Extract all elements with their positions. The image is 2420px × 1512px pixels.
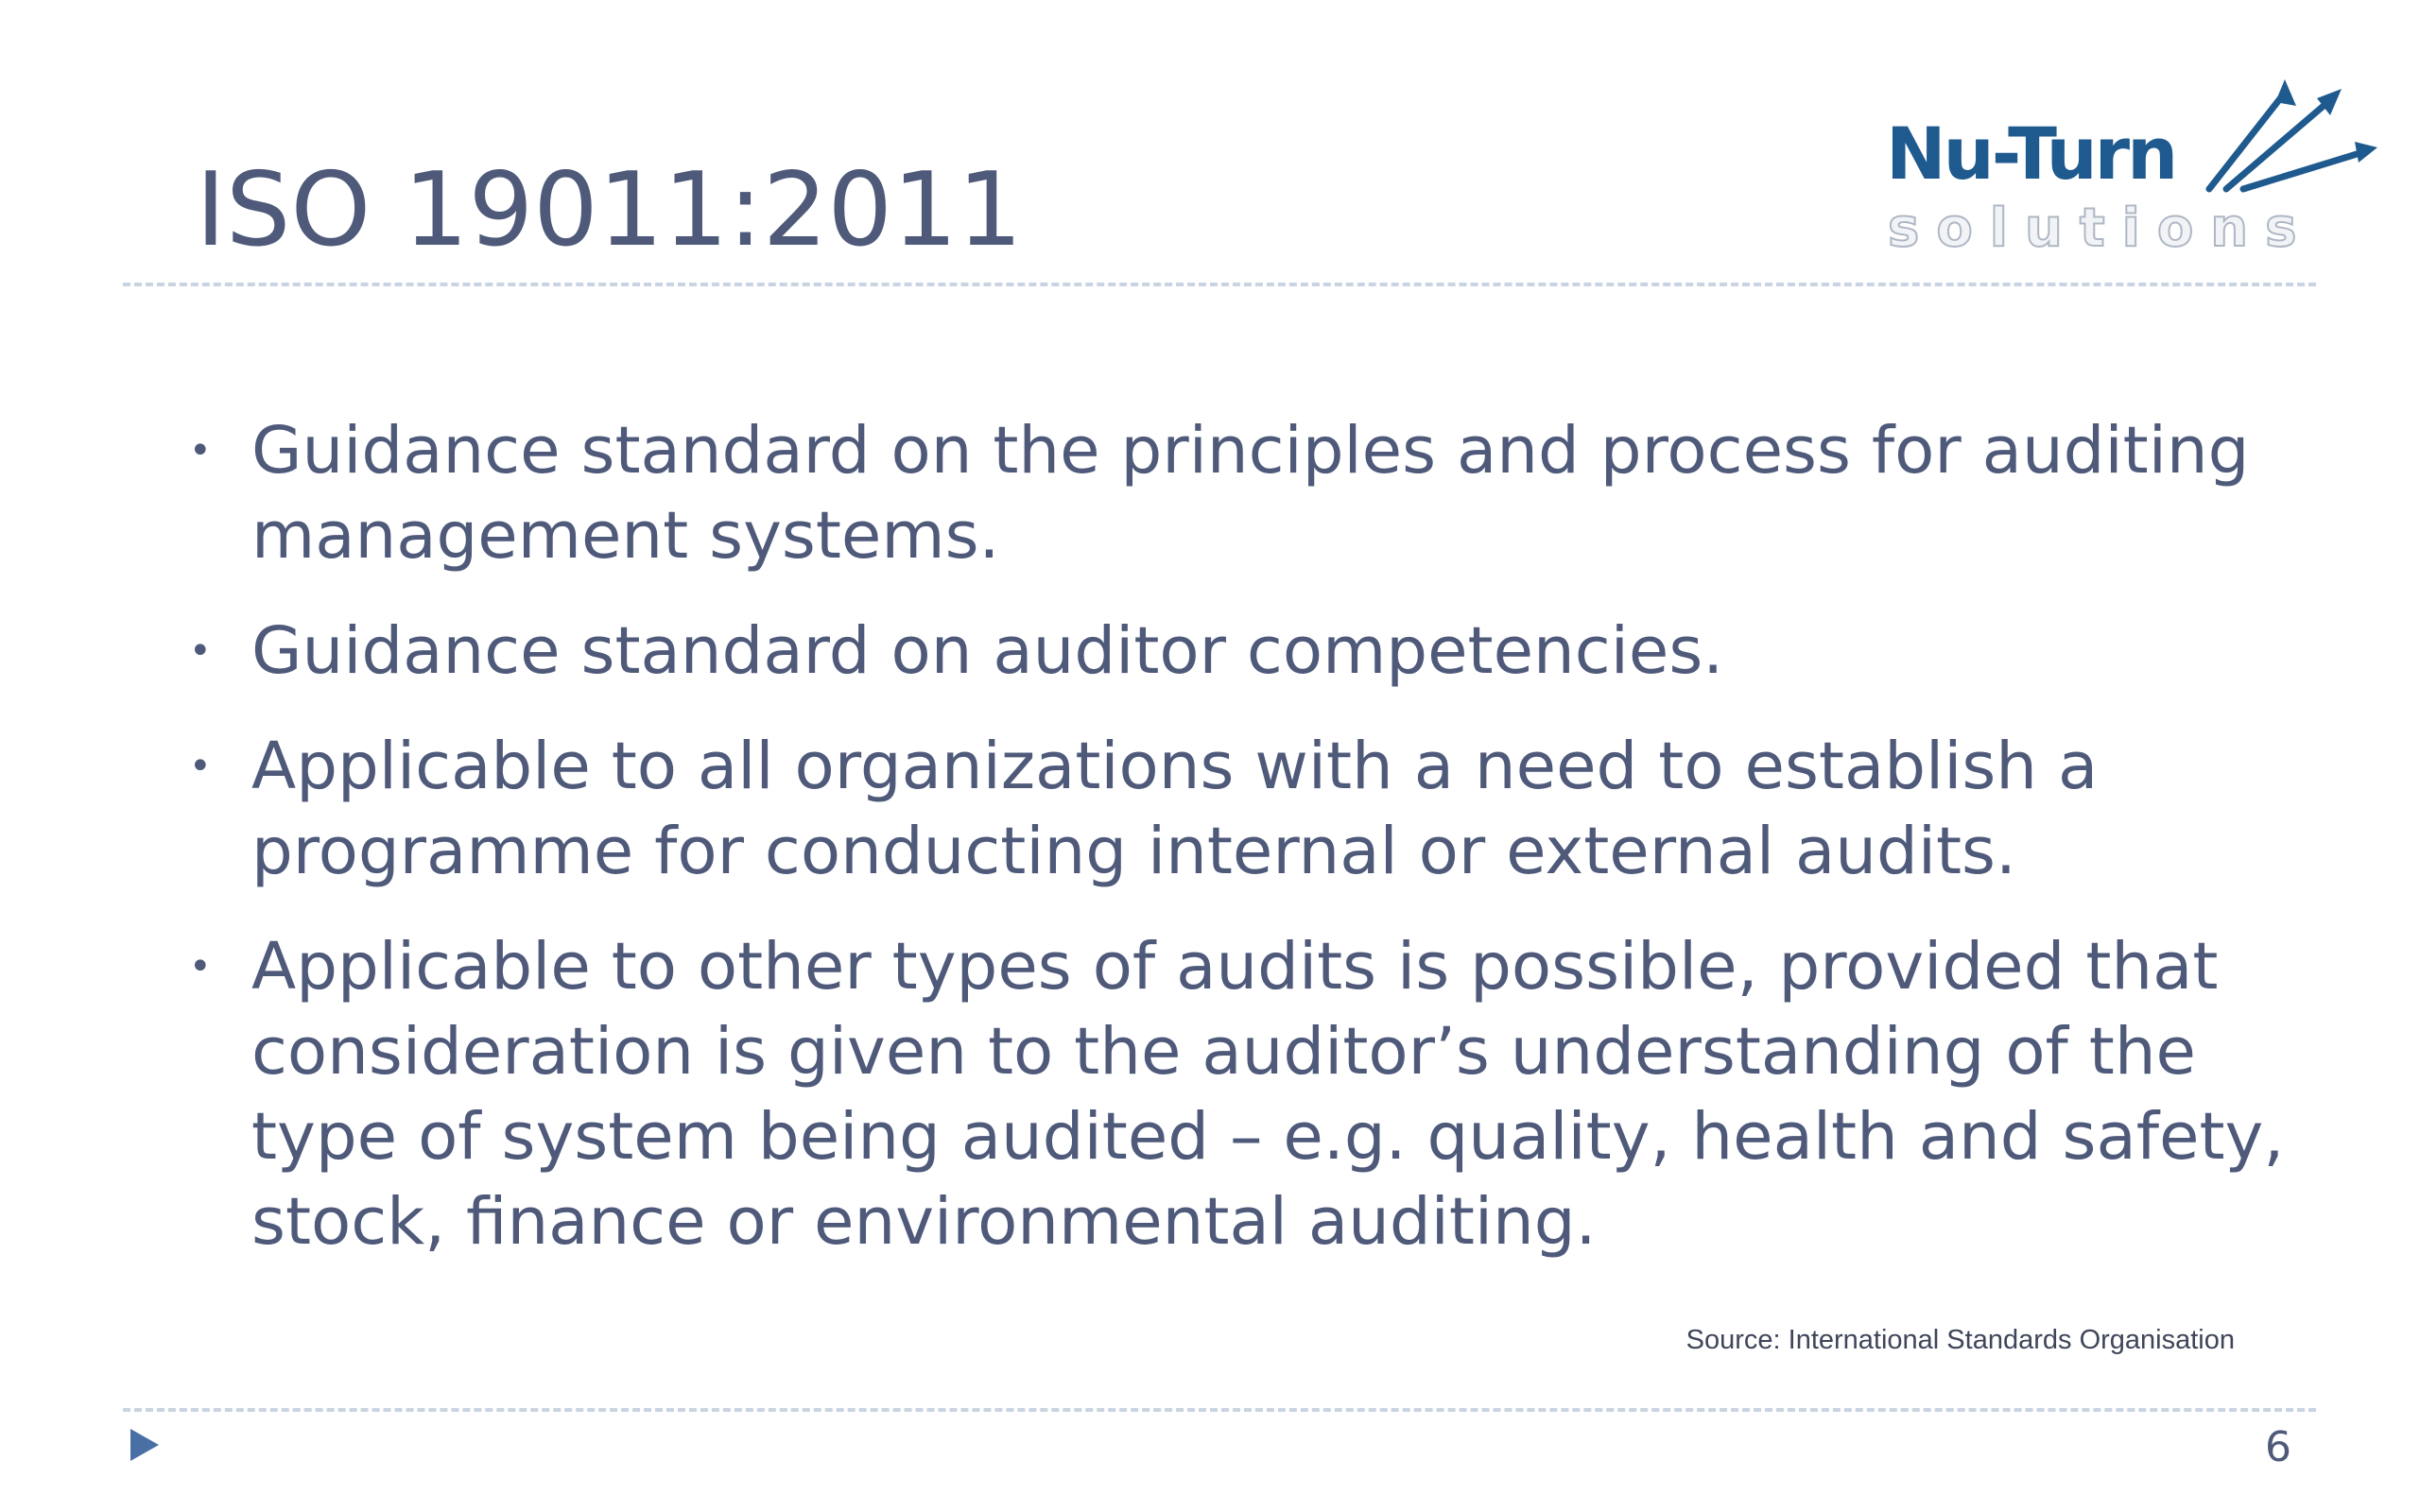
bullet-marker: • <box>189 745 212 788</box>
bullet-text: Applicable to other types of audits is possible, provided that consideration is given to the auditor’s understanding of the type of system being audited – e.g. quality, health and safety, stock, finance or environmental auditing. <box>251 929 2285 1260</box>
logo-name: Nu-Turn <box>1886 112 2176 196</box>
slide-title: ISO 19011:2011 <box>196 151 1023 269</box>
bullet-item <box>189 924 2297 1264</box>
bullet-marker: • <box>189 429 212 472</box>
bullet-marker: • <box>189 629 212 673</box>
footer-divider <box>123 1408 2316 1412</box>
bullet-item <box>189 609 2297 694</box>
play-arrow-icon[interactable] <box>130 1429 159 1461</box>
header-divider <box>123 283 2316 286</box>
bullet-text: Applicable to all organizations with a need to establish a programme for conducting internal or external audits. <box>251 729 2099 889</box>
bullet-text: Guidance standard on the principles and process for auditing management systems. <box>251 413 2250 574</box>
bullet-item <box>189 724 2297 894</box>
bullet-item <box>189 408 2297 578</box>
bullet-text: Guidance standard on auditor competencies. <box>251 613 1724 689</box>
logo-tagline: solutions <box>1888 198 2314 259</box>
page-number: 6 <box>2265 1423 2291 1471</box>
arrows-icon <box>2198 74 2377 197</box>
source-citation: Source: International Standards Organisation <box>1685 1325 2235 1355</box>
bullet-marker: • <box>189 945 212 988</box>
company-logo <box>1886 74 2377 263</box>
bullet-list <box>189 408 2297 1295</box>
